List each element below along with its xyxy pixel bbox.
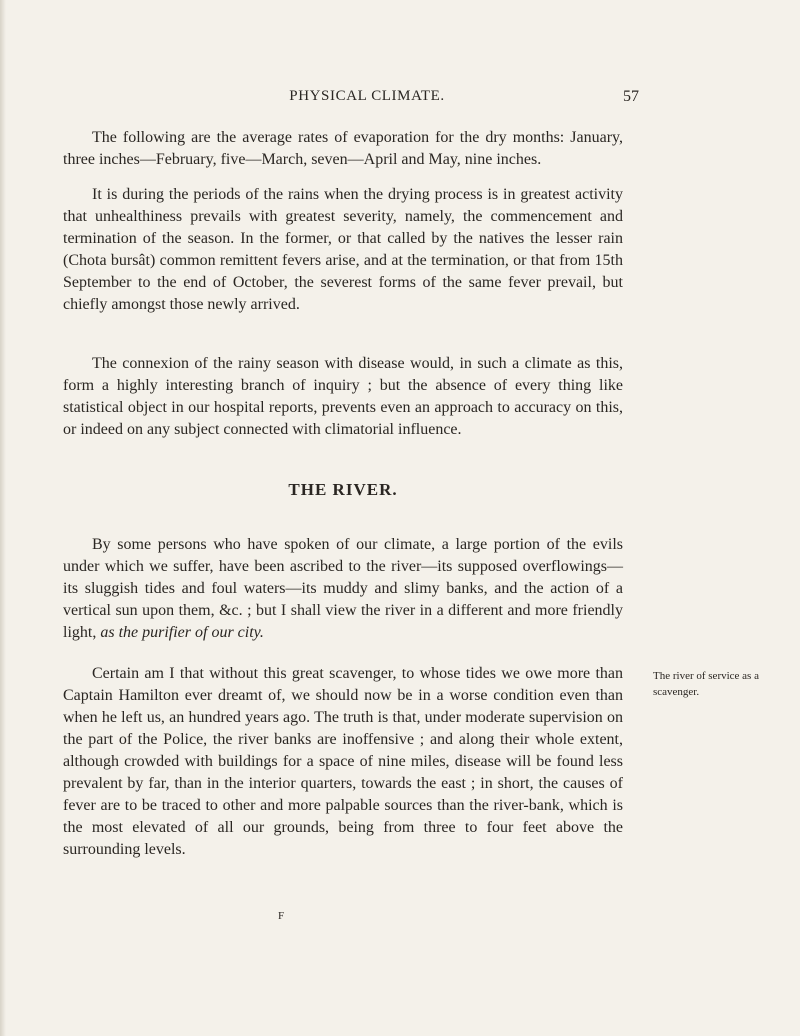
paragraph-evaporation: The following are the average rates of evaporation for the dry months: January, three inches—February, five—March, seven—April and May, nine inches. [63, 129, 623, 168]
marginal-note: The river of service as a scavenger. [653, 670, 759, 698]
running-head-title: PHYSICAL CLIMATE. [289, 88, 445, 104]
river-paragraph-italic: as the purifier of our city. [100, 624, 264, 641]
paragraph-rains-unhealthiness: It is during the periods of the rains when the drying process is in greatest activity that unhealthiness prevails with greatest severity, namely, the commencement and termination of the season. In the former, or that called by the natives the lesser rain (Chota bursât) common remittent fevers arise, and at the termination, or that from 15th September to the end of October, the severest forms of the same fever prevail, but chiefly amongst those newly arrived. [63, 186, 623, 313]
signature-mark: F [277, 910, 285, 922]
page-number: 57 [623, 88, 639, 105]
paragraph-rainy-season-connexion: The connexion of the rainy season with disease would, in such a climate as this, form a highly interesting branch of inquiry ; but the absence of every thing like statistical object in our hospital reports, prevents even an approach to accuracy on this, or indeed on any subject connected with climatorial influence. [63, 355, 623, 438]
paragraph-scavenger: Certain am I that without this great scavenger, to whose tides we owe more than Captain Hamilton ever dreamt of, we should now be in a worse condition even than when he left us, an hundred years ago. The truth is that, under moderate supervision on the part of the Police, the river banks are inoffensive ; and along their whole extent, although crowded with buildings for a space of nine miles, disease will be found less prevalent by far, than in the interior quarters, towards the east ; in short, the causes of fever are to be traced to other and more palpable sources than the river-bank, which is the most elevated of all our grounds, being from three to four feet above the surrounding levels. [63, 665, 623, 858]
river-paragraph-text: By some persons who have spoken of our climate, a large portion of the evils under which we suffer, have been ascribed to the river—its supposed overflowings—its sluggish tides and foul waters—its muddy and slimy banks, and the action of a vertical sun upon them, &c. ; but I shall view the river in a different and more friendly light, [63, 536, 623, 641]
paragraph-river-evils [63, 534, 623, 644]
running-head [0, 88, 800, 112]
section-heading-river: THE RIVER. [288, 480, 398, 499]
page-edge-shadow [0, 0, 6, 1036]
